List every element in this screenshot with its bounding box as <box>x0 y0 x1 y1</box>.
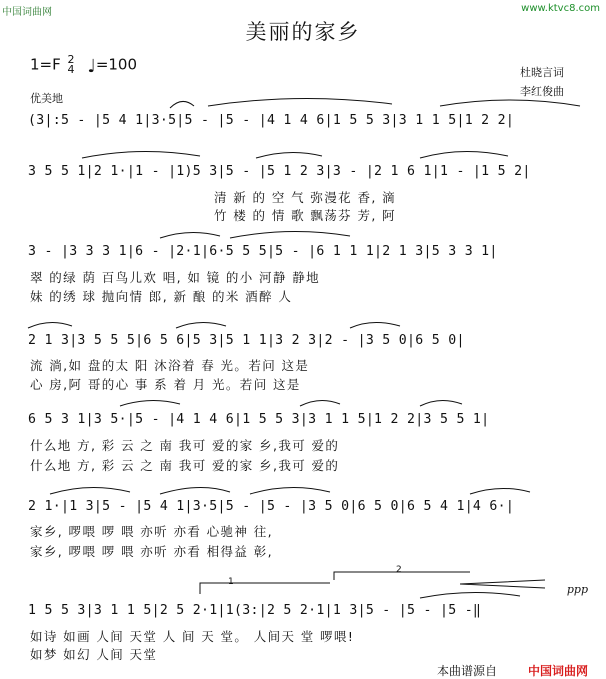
song-title: 美丽的家乡 <box>245 20 361 44</box>
slur <box>420 400 462 406</box>
score-line-3: 3 - |3 3 3 1|6 - |2·1|6·5 5 5|5 - |6 1 1 1|2 1 3|5 3 3 1| <box>28 244 498 259</box>
key-label: 1=F <box>30 55 61 74</box>
slur <box>120 400 180 406</box>
slur <box>420 151 508 158</box>
lyric-line-3-verse-2: 妹 的绣 球 抛向情 郎, 新 酿 的米 酒醉 人 <box>30 289 293 304</box>
volta-bracket-1 <box>200 583 330 594</box>
watermark-site-top: 中国词曲网 <box>2 7 52 18</box>
slur <box>208 98 392 106</box>
score-line-6: 2 1·|1 3|5 - |5 4 1|3·5|5 - |5 - |3 5 0|6 5 0|6 5 4 1|4 6·| <box>28 499 515 514</box>
slur <box>440 100 580 106</box>
slur <box>230 231 350 238</box>
lyric-line-3-verse-1: 翠 的绿 荫 百鸟儿欢 唱, 如 镜 的小 河静 静地 <box>30 270 321 285</box>
slur <box>300 400 340 406</box>
slur <box>420 592 520 598</box>
quarter-note-icon: ♩ <box>87 55 96 77</box>
slur <box>170 101 194 108</box>
slur <box>350 322 400 328</box>
lyric-line-4-verse-1: 流 淌,如 盘的太 阳 沐浴着 春 光。若问 这是 <box>30 358 310 373</box>
time-bottom: 4 <box>67 63 75 76</box>
slur <box>50 487 130 494</box>
lyric-line-4-verse-2: 心 房,阿 哥的心 事 系 着 月 光。若问 这是 <box>30 377 301 392</box>
lyricist-credit: 杜晓言词 <box>520 66 564 79</box>
volta-bracket-2 <box>334 572 470 580</box>
time-top: 2 <box>67 53 75 66</box>
slur <box>160 487 230 494</box>
lyric-line-2-verse-2: 竹 楼 的 情 歌 飘荡芬 芳, 阿 <box>214 208 396 223</box>
time-signature <box>68 55 75 75</box>
footer-source-text: 本曲谱源自 <box>437 664 498 678</box>
score-line-2: 3 5 5 1|2 1·|1 - |1)5 3|5 - |5 1 2 3|3 - |2 1 6 1|1 - |1 5 2| <box>28 164 531 179</box>
score-line-4: 2 1 3|3 5 5 5|6 5 6|5 3|5 1 1|3 2 3|2 - |3 5 0|6 5 0| <box>28 333 465 348</box>
slur <box>256 152 322 158</box>
slur <box>470 488 530 494</box>
watermark-url[interactable]: www.ktvc8.com <box>521 3 600 14</box>
score-line-5: 6 5 3 1|3 5·|5 - |4 1 4 6|1 5 5 3|3 1 1 5|1 2 2|3 5 5 1| <box>28 412 490 427</box>
expression-mark: 优美地 <box>30 92 63 105</box>
slur <box>160 232 220 238</box>
dynamic-mark: ppp <box>566 583 588 596</box>
lyric-line-7-verse-1: 如诗 如画 人间 天堂 人 间 天 堂。 人间天 堂 啰喂! <box>30 629 355 644</box>
lyric-line-5-verse-2: 什么地 方, 彩 云 之 南 我可 爱的家 乡,我可 爱的 <box>30 458 340 473</box>
slur <box>176 322 226 328</box>
score-line-7: 1 5 5 3|3 1 1 5|2 5 2·1|1(3:|2 5 2·1|1 3|5 - |5 - |5 -‖ <box>28 603 482 618</box>
lyric-line-5-verse-1: 什么地 方, 彩 云 之 南 我可 爱的家 乡,我可 爱的 <box>30 438 340 453</box>
lyric-line-6-verse-1: 家乡, 啰喂 啰 喂 亦听 亦看 心驰神 往, <box>30 524 273 539</box>
decrescendo-hairpin <box>460 580 545 588</box>
lyric-line-6-verse-2: 家乡, 啰喂 啰 喂 亦听 亦看 相得益 彰, <box>30 544 273 559</box>
lyric-line-7-verse-2: 如梦 如幻 人间 天堂 <box>30 647 158 662</box>
key-signature <box>30 55 137 77</box>
ending-1-label: 1 <box>228 577 234 587</box>
slur <box>250 487 330 494</box>
composer-credit: 李红俊曲 <box>520 85 564 98</box>
tempo-value: =100 <box>95 55 138 74</box>
slur <box>82 151 200 158</box>
slur <box>28 322 72 328</box>
score-line-1: (3|:5 - |5 4 1|3·5|5 - |5 - |4 1 4 6|1 5 5 3|3 1 1 5|1 2 2| <box>28 113 515 128</box>
footer-site-logo: 中国词曲网 <box>528 664 589 678</box>
lyric-line-2-verse-1: 清 新 的 空 气 弥漫花 香, 滴 <box>214 190 396 205</box>
ending-2-label: 2 <box>396 565 402 575</box>
